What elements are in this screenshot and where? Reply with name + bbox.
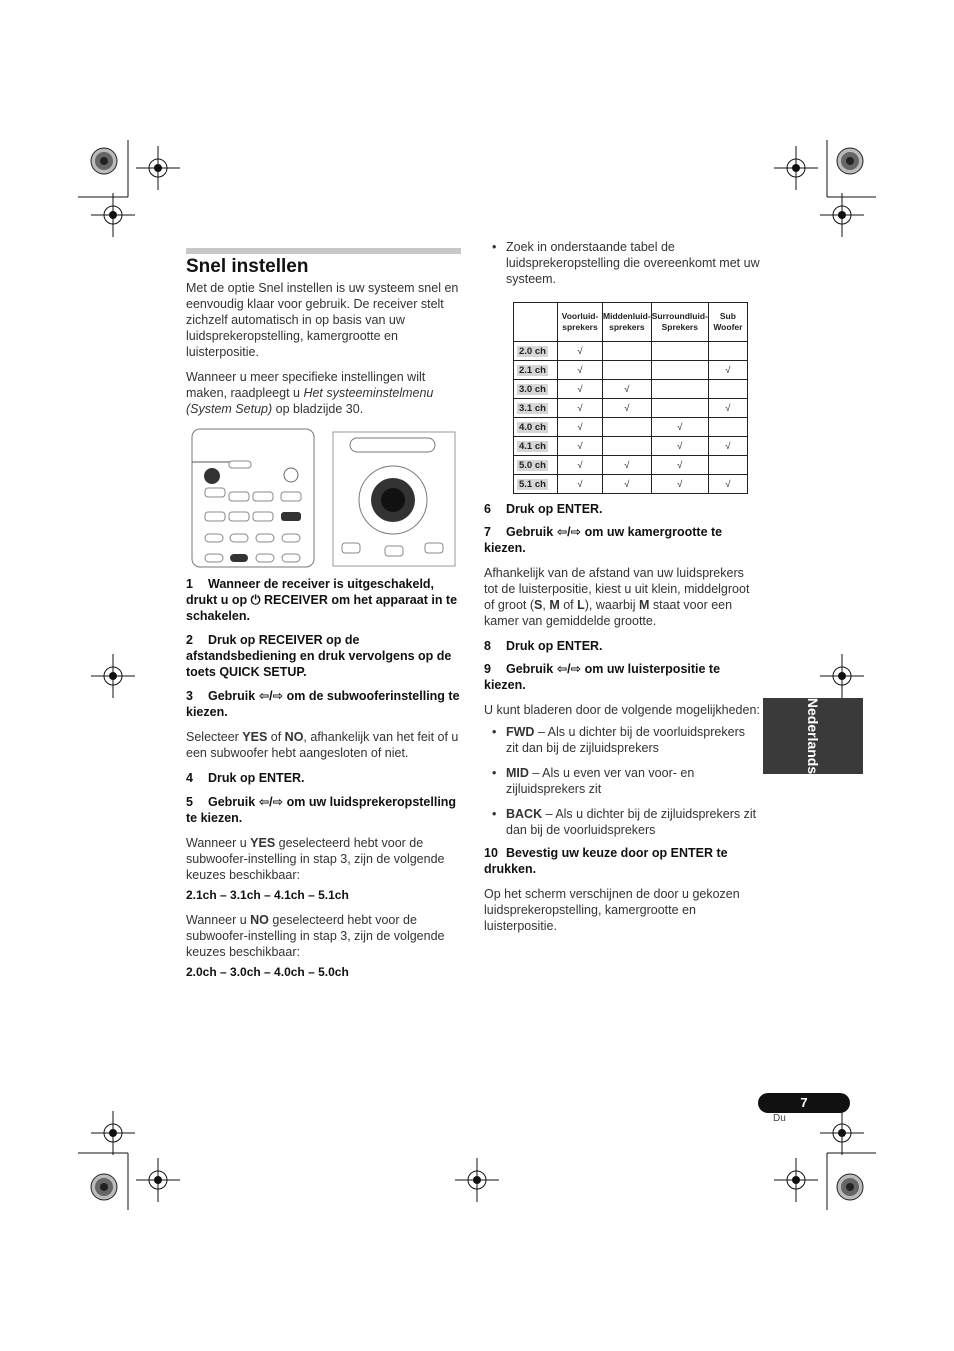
channel-cell: 4.0 ch [514,418,558,437]
check-cell [603,456,652,475]
check-cell [558,418,603,437]
title-bar [186,248,461,254]
check-cell [558,399,603,418]
left-column [186,280,463,426]
check-mark: √ [624,402,630,414]
check-cell [603,342,652,361]
step-10-heading: 10 Bevestig uw keuze door op ENTER te drukken. [484,846,728,876]
step-9-heading: 9 Gebruik ⇦/⇨ om uw luisterpositie te kiezen. [484,662,721,692]
check-mark: √ [577,421,583,433]
check-mark: √ [577,440,583,452]
page-number: 7 [758,1093,850,1113]
check-cell [558,361,603,380]
check-mark: √ [725,364,731,376]
table-row [514,380,748,399]
check-mark: √ [624,383,630,395]
channel-cell: 5.1 ch [514,475,558,494]
channel-cell: 5.0 ch [514,456,558,475]
table-header-row [514,303,748,342]
check-cell [651,380,708,399]
option-back: • BACK – Als u dichter bij de zijluidsprekers zit dan bij de voorluidsprekers [484,806,760,838]
channel-cell: 3.0 ch [514,380,558,399]
page-code: Du [773,1113,786,1124]
check-mark: √ [677,478,683,490]
check-cell [603,475,652,494]
check-mark: √ [725,478,731,490]
check-cell [708,456,747,475]
sequence-without-subwoofer: 2.0ch – 3.0ch – 4.0ch – 5.0ch [186,965,349,979]
check-cell [558,437,603,456]
check-mark: √ [725,440,731,452]
check-mark: √ [577,478,583,490]
table-row [514,456,748,475]
check-mark: √ [677,459,683,471]
check-cell [603,399,652,418]
header-subwoofer: Sub Woofer [708,303,747,342]
header-surround: Surroundluid- Sprekers [651,303,708,342]
table-row [514,361,748,380]
step-7-heading: 7 Gebruik ⇦/⇨ om uw kamergrootte te kiezen. [484,525,723,555]
header-front: Voorluid- sprekers [558,303,603,342]
check-cell [651,399,708,418]
check-mark: √ [725,402,731,414]
speaker-table [513,302,748,494]
check-cell [603,361,652,380]
check-cell [708,418,747,437]
table-row [514,437,748,456]
channel-cell: 2.1 ch [514,361,558,380]
right-column-top [484,239,760,296]
check-cell [651,418,708,437]
check-cell [651,437,708,456]
check-cell [558,342,603,361]
power-icon: ⏻ [250,593,261,607]
table-instruction: • Zoek in onderstaande tabel de luidsprekeropstelling die overeenkomt met uw systeem. [484,239,760,287]
steps-left [186,576,463,989]
check-mark: √ [624,478,630,490]
check-cell [651,342,708,361]
sequence-with-subwoofer: 2.1ch – 3.1ch – 4.1ch – 5.1ch [186,888,349,902]
check-cell [708,475,747,494]
step-2: 2 Druk op RECEIVER op de afstandsbediening en druk vervolgens op de toets QUICK SETUP. [186,633,452,679]
check-mark: √ [677,421,683,433]
table-body [514,342,748,494]
intro-paragraph-1: Met de optie Snel instellen is uw systeem snel en eenvoudig klaar voor gebruik. De receiver stelt zichzelf automatisch in op basis van uw luidsprekeropstelling, kamergrootte en luisterpositie. [186,281,459,359]
check-cell [603,437,652,456]
check-mark: √ [677,440,683,452]
remote-control-illustration [190,428,460,568]
check-cell [708,380,747,399]
table-row [514,399,748,418]
check-cell [558,456,603,475]
option-fwd: • FWD – Als u dichter bij de voorluidsprekers zit dan bij de zijluidsprekers [484,724,760,756]
step-5-body-1: Wanneer u YES geselecteerd hebt voor de subwoofer-instelling in stap 3, zijn de volgende keuzes beschikbaar: [186,836,445,882]
channel-cell: 3.1 ch [514,399,558,418]
check-mark: √ [577,364,583,376]
check-mark: √ [577,402,583,414]
step-1: 1 Wanneer de receiver is uitgeschakeld, drukt u op ⏻ RECEIVER om het apparaat in te schakelen. [186,577,458,623]
check-cell [603,380,652,399]
step-3-body: Selecteer YES of NO, afhankelijk van het feit of u een subwoofer hebt aangesloten of niet. [186,730,459,760]
check-cell [708,437,747,456]
check-cell [558,380,603,399]
language-tab: Nederlands [763,698,863,774]
check-cell [603,418,652,437]
table-row [514,475,748,494]
header-center: Middenluid- sprekers [603,303,652,342]
check-cell [651,475,708,494]
check-cell [708,342,747,361]
step-4: 4 Druk op ENTER. [186,771,305,785]
step-7-body: Afhankelijk van de afstand van uw luidsprekers tot de luisterpositie, kiest u uit klein, middelgroot of groot (S, M of L), waarbij M staat voor een kamer van gemiddelde grootte. [484,566,750,628]
check-mark: √ [577,345,583,357]
table-row [514,342,748,361]
step-5-heading: 5 Gebruik ⇦/⇨ om uw luidsprekeropstelling te kiezen. [186,795,457,825]
step-9-body: U kunt bladeren door de volgende mogelijkheden: [484,703,760,717]
steps-right [484,501,760,943]
step-6: 6 Druk op ENTER. [484,502,603,516]
check-cell [558,475,603,494]
page-title: Snel instellen [186,256,309,277]
check-mark: √ [577,459,583,471]
channel-cell: 4.1 ch [514,437,558,456]
check-mark: √ [577,383,583,395]
option-mid: • MID – Als u even ver van voor- en zijluidsprekers zit [484,765,760,797]
step-10-body: Op het scherm verschijnen de door u gekozen luidsprekeropstelling, kamergrootte en luisterpositie. [484,887,740,933]
channel-cell: 2.0 ch [514,342,558,361]
table-row [514,418,748,437]
step-3-heading: 3 Gebruik ⇦/⇨ om de subwooferinstelling te kiezen. [186,689,460,719]
step-8: 8 Druk op ENTER. [484,639,603,653]
check-cell [708,399,747,418]
intro-paragraph-2: Wanneer u meer specifieke instellingen wilt maken, raadpleegt u Het systeeminstelmenu (System Setup) op bladzijde 30. [186,370,434,416]
check-cell [708,361,747,380]
check-cell [651,361,708,380]
step-5-body-2: Wanneer u NO geselecteerd hebt voor de subwoofer-instelling in stap 3, zijn de volgende keuzes beschikbaar: [186,913,445,959]
check-cell [651,456,708,475]
check-mark: √ [624,459,630,471]
